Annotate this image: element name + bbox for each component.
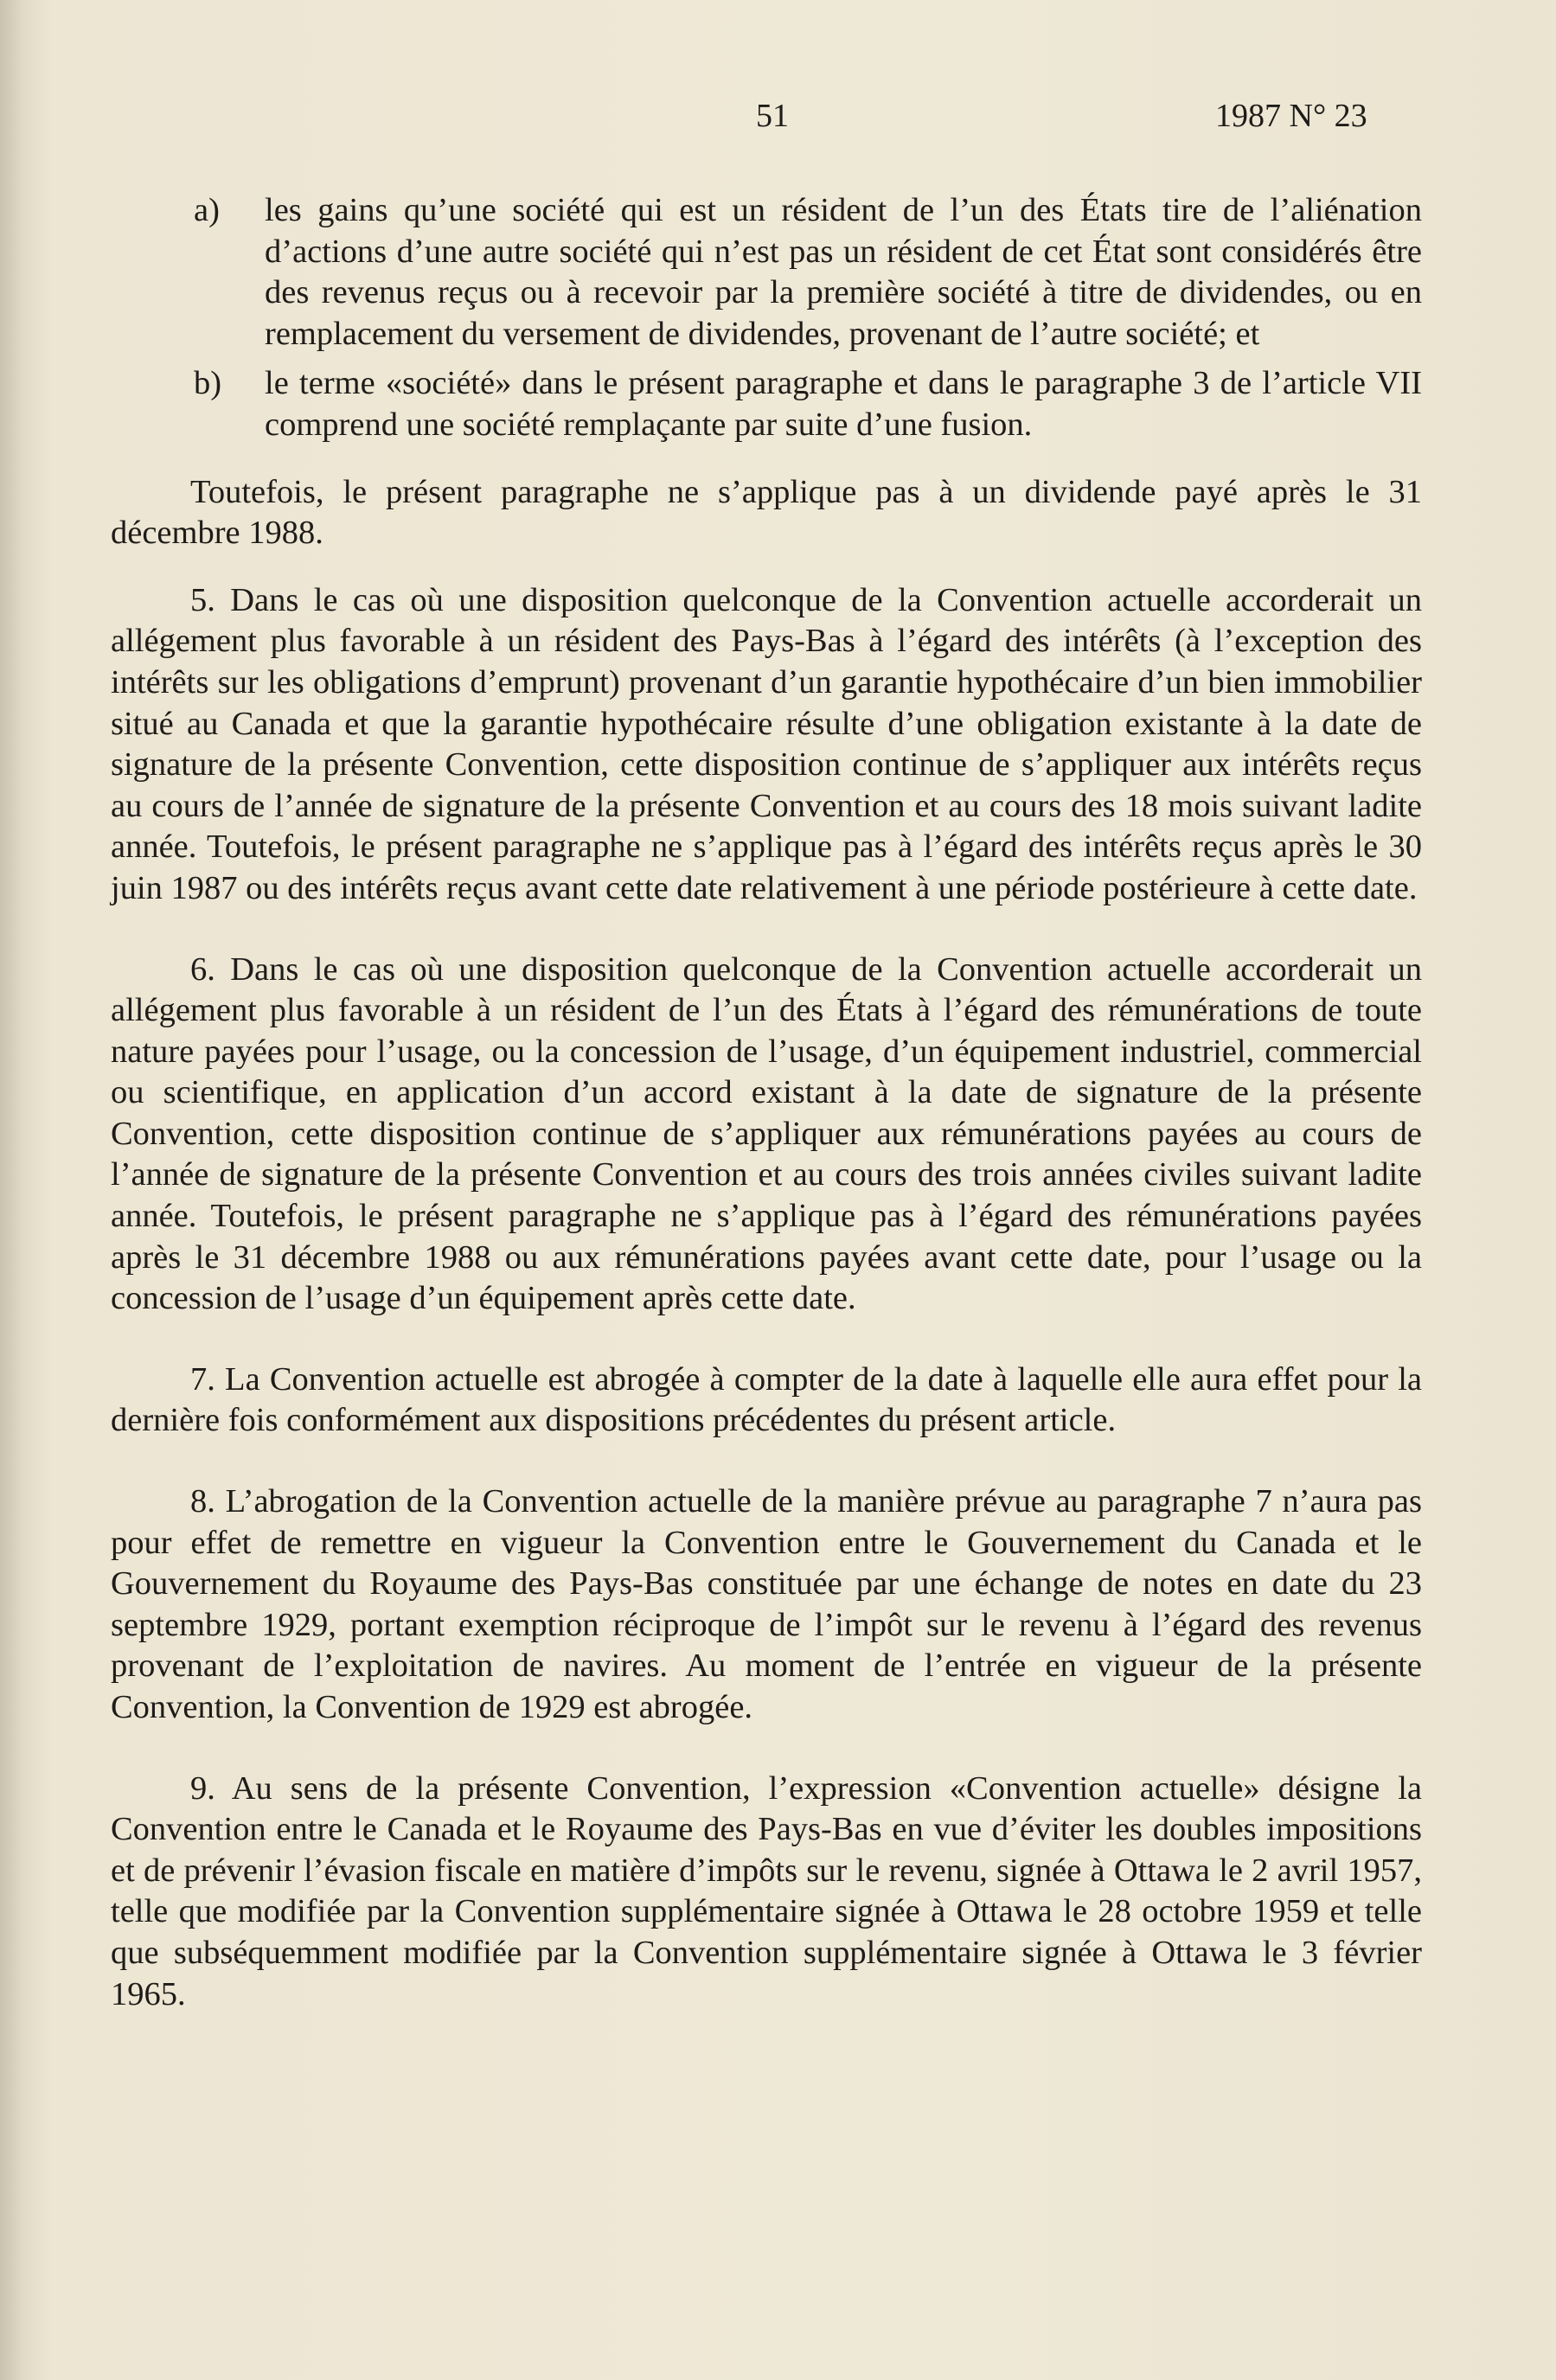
page-number: 51 [756, 98, 789, 134]
paragraph-5: 5. Dans le cas où une disposition quelconque de la Convention actuelle accorderait un allégement plus favorable à un résident des Pays-Bas à l’égard des intérêts (à l’exception des intérêts sur les obligations d’emprunt) provenant d’un garantie hypothécaire d’un bien immobilier situé au Canada et que la garantie hypothécaire résulte d’une obligation existante à la date de signature de la présente Convention, cette disposition continue de s’appliquer aux intérêts reçus au cours de l’année de signature de la présente Convention et au cours des 18 mois suivant ladite année. Toutefois, le présent paragraphe ne s’applique pas à l’égard des intérêts reçus après le 30 juin 1987 ou des intérêts reçus avant cette date relativement à une période postérieure à cette date. [111, 581, 1422, 906]
list-item-text: le terme «société» dans le présent paragraphe et dans le paragraphe 3 de l’article VII comprend une société remplaçante par suite d’une fusion. [265, 365, 1422, 443]
paragraph-toutefois: Toutefois, le présent paragraphe ne s’applique pas à un dividende payé après le 31 décembre 1988. [111, 473, 1422, 552]
list-item-label: b) [194, 365, 222, 402]
list-item-b [111, 363, 1422, 445]
document-body [111, 190, 1422, 2015]
paragraph-9: 9. Au sens de la présente Convention, l’expression «Convention actuelle» désigne la Convention entre le Canada et le Royaume des Pays-Bas en vue d’éviter les doubles impositions et de prévenir l’évasion fiscale en matière d’impôts sur le revenu, signée à Ottawa le 2 avril 1957, telle que modifiée par la Convention supplémentaire signée à Ottawa le 28 octobre 1959 et telle que subséquemment modifiée par la Convention supplémentaire signée à Ottawa le 3 février 1965. [111, 1769, 1422, 2012]
document-reference: 1987 N° 23 [1215, 98, 1367, 134]
page-header [0, 97, 1556, 149]
list-item-text: les gains qu’une société qui est un résident de l’un des États tire de l’aliénation d’actions d’une autre société qui n’est pas un résident de cet État sont considérés être des revenus reçus ou à recevoir par la première société à titre de dividendes, ou en remplacement du versement de dividendes, provenant de l’autre société; et [265, 192, 1422, 352]
list-item-label: a) [194, 192, 220, 228]
paragraph-7: 7. La Convention actuelle est abrogée à compter de la date à laquelle elle aura effet pour la dernière fois conformément aux dispositions précédentes du présent article. [111, 1360, 1422, 1439]
paragraph-8: 8. L’abrogation de la Convention actuelle de la manière prévue au paragraphe 7 n’aura pas pour effet de remettre en vigueur la Convention entre le Gouvernement du Canada et le Gouvernement du Royaume des Pays-Bas constituée par une échange de notes en date du 23 septembre 1929, portant exemption réciproque de l’impôt sur le revenu à l’égard des revenus provenant de l’exploitation de navires. Au moment de l’entrée en vigueur de la présente Convention, la Convention de 1929 est abrogée. [111, 1483, 1422, 1725]
list-item-a [111, 190, 1422, 355]
paragraph-6: 6. Dans le cas où une disposition quelconque de la Convention actuelle accorderait un allégement plus favorable à un résident de l’un des États à l’égard des rémunérations de toute nature payées pour l’usage, ou la concession de l’usage, d’un équipement industriel, commercial ou scientifique, en application d’un accord existant à la date de signature de la présente Convention, cette disposition continue de s’appliquer aux rémunérations payées au cours de l’année de signature de la présente Convention et au cours des trois années civiles suivant ladite année. Toutefois, le présent paragraphe ne s’applique pas à l’égard des rémunérations payées après le 31 décembre 1988 ou aux rémunérations payées avant cette date, pour l’usage ou la concession de l’usage d’un équipement après cette date. [111, 950, 1422, 1317]
